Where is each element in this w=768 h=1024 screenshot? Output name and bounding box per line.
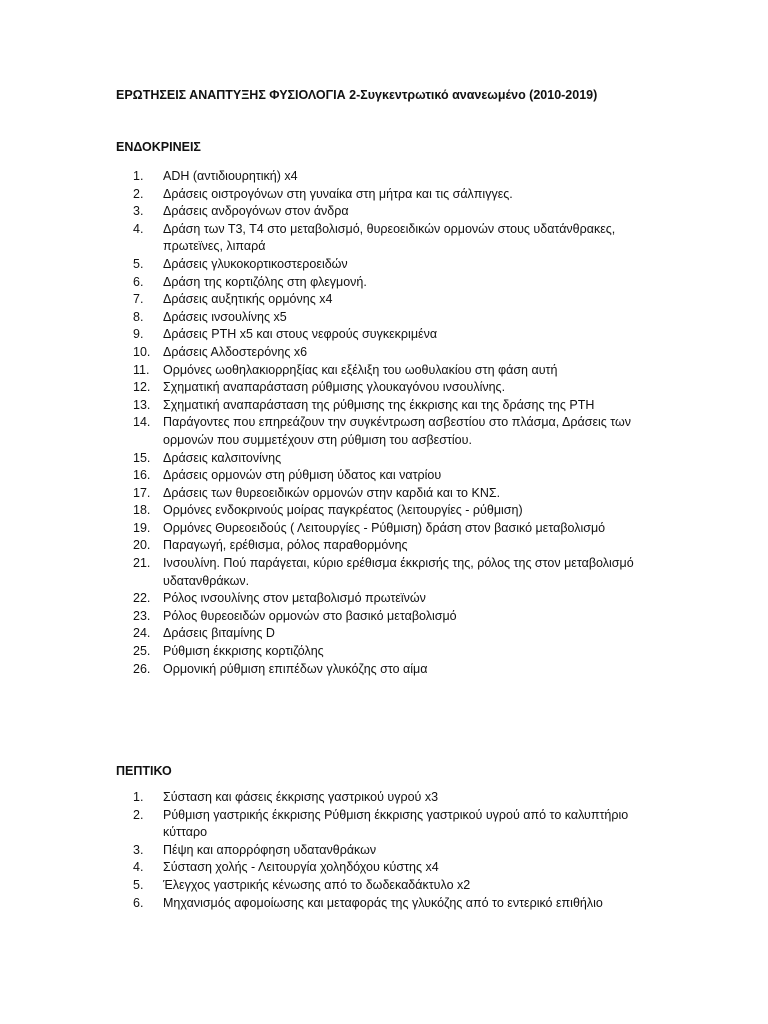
question-text: ADH (αντιδιουρητική) x4 xyxy=(163,169,298,183)
question-item xyxy=(116,168,656,186)
question-item xyxy=(116,859,656,877)
question-number: 20. xyxy=(133,538,151,553)
question-text: Ορμόνες ωοθηλακιορρηξίας και εξέλιξη του ωοθυλακίου στη φάση αυτή xyxy=(163,362,558,377)
question-text: Δράσεις Αλδοστερόνης x6 xyxy=(163,344,308,359)
question-text: Ινσουλίνη. Πού παράγεται, κύριο ερέθισμα έκκρισής της, ρόλος της στον μεταβολισμό υδατανθράκων. xyxy=(163,556,634,588)
question-number: 23. xyxy=(133,608,151,623)
question-text: Δράσεις ορμονών στη ρύθμιση ύδατος και νατρίου xyxy=(163,468,442,483)
question-item xyxy=(116,842,656,860)
question-text: Δράση των Τ3, Τ4 στο μεταβολισμό, θυρεοειδικών ορμονών στους υδατάνθρακες, πρωτεϊνες, λιπαρά xyxy=(163,221,616,254)
question-item xyxy=(116,203,656,221)
question-item xyxy=(116,344,656,362)
question-item xyxy=(116,397,656,415)
question-item xyxy=(116,789,656,807)
question-item xyxy=(116,450,656,468)
question-number: 6. xyxy=(133,895,144,910)
question-text: Δράσεις ινσουλίνης x5 xyxy=(163,309,287,324)
question-number: 1. xyxy=(133,790,144,804)
question-number: 5. xyxy=(133,877,144,892)
question-item xyxy=(116,520,656,538)
question-item xyxy=(116,186,656,204)
question-item xyxy=(116,555,656,590)
question-item xyxy=(116,608,656,626)
question-item xyxy=(116,256,656,274)
question-number: 25. xyxy=(133,644,151,659)
question-item xyxy=(116,379,656,397)
question-text: Δράσεις βιταμίνης D xyxy=(163,626,275,641)
question-text: Δράσεις των θυρεοειδικών ορμονών στην καρδιά και το ΚΝΣ. xyxy=(163,485,501,500)
question-text: Ρύθμιση γαστρικής έκκρισης Ρύθμιση έκκρισης γαστρικού υγρού από το καλυπτήριο κύτταρο xyxy=(163,807,629,840)
question-item xyxy=(116,537,656,555)
question-item xyxy=(116,625,656,643)
question-text: Δράσεις γλυκοκορτικοστεροειδών xyxy=(163,256,348,271)
question-number: 2. xyxy=(133,807,144,822)
question-text: Ρύθμιση έκκρισης κορτιζόλης xyxy=(163,644,324,659)
question-text: Μηχανισμός αφομοίωσης και μεταφοράς της γλυκόζης από το εντερικό επιθήλιο xyxy=(163,895,603,910)
question-item xyxy=(116,274,656,292)
question-item xyxy=(116,661,656,679)
question-number: 3. xyxy=(133,842,144,857)
question-number: 9. xyxy=(133,327,144,342)
question-number: 16. xyxy=(133,468,151,483)
question-text: Ρόλος ινσουλίνης στον μεταβολισμό πρωτεϊνών xyxy=(163,591,426,606)
question-number: 10. xyxy=(133,344,151,359)
question-item xyxy=(116,590,656,608)
question-number: 14. xyxy=(133,415,151,430)
question-text: Σχηματική αναπαράσταση της ρύθμισης της έκκρισης και της δράσης της PTH xyxy=(163,397,595,412)
question-number: 21. xyxy=(133,556,151,571)
question-number: 26. xyxy=(133,661,151,676)
question-text: Ρόλος θυρεοειδών ορμονών στο βασικό μεταβολισμό xyxy=(163,608,457,623)
question-number: 24. xyxy=(133,626,151,641)
question-item xyxy=(116,362,656,380)
section-heading-digestive: ΠΕΠΤΙΚΟ xyxy=(116,764,172,778)
question-number: 18. xyxy=(133,503,151,518)
question-text: Δράσεις οιστρογόνων στη γυναίκα στη μήτρα και τις σάλπιγγες. xyxy=(163,186,513,201)
question-item xyxy=(116,895,656,913)
question-item xyxy=(116,643,656,661)
question-number: 6. xyxy=(133,274,144,289)
question-item xyxy=(116,467,656,485)
question-number: 3. xyxy=(133,204,144,219)
question-number: 15. xyxy=(133,450,151,465)
question-item xyxy=(116,291,656,309)
question-item xyxy=(116,326,656,344)
question-number: 4. xyxy=(133,860,144,875)
question-number: 8. xyxy=(133,309,144,324)
question-number: 2. xyxy=(133,186,144,201)
question-item xyxy=(116,502,656,520)
question-number: 22. xyxy=(133,591,151,606)
question-item xyxy=(116,221,656,256)
question-number: 1. xyxy=(133,169,144,183)
question-text: Σύσταση χολής - Λειτουργία χοληδόχου κύστης x4 xyxy=(163,860,439,875)
question-text: Ορμόνες Θυρεοειδούς ( Λειτουργίες - Ρύθμιση) δράση στον βασικό μεταβολισμό xyxy=(163,520,606,535)
question-item xyxy=(116,807,656,842)
question-text: Ορμονική ρύθμιση επιπέδων γλυκόζης στο αίμα xyxy=(163,661,428,676)
question-text: Παραγωγή, ερέθισμα, ρόλος παραθορμόνης xyxy=(163,538,408,553)
question-number: 4. xyxy=(133,221,144,236)
question-number: 7. xyxy=(133,292,144,307)
question-number: 11. xyxy=(133,362,150,377)
question-text: Παράγοντες που επηρεάζουν την συγκέντρωση ασβεστίου στο πλάσμα, Δράσεις των ορμονών που συμμετέχουν στη ρύθμιση του ασβεστίου. xyxy=(163,415,632,447)
question-number: 19. xyxy=(133,520,151,535)
question-item xyxy=(116,309,656,327)
question-list-digestive xyxy=(116,789,656,912)
question-text: Έλεγχος γαστρικής κένωσης από το δωδεκαδάκτυλο x2 xyxy=(163,877,471,892)
question-text: Δράση της κορτιζόλης στη φλεγμονή. xyxy=(163,274,367,289)
question-text: Δράσεις PTH x5 και στους νεφρούς συγκεκριμένα xyxy=(163,327,438,342)
document-title: ΕΡΩΤΗΣΕΙΣ ΑΝΑΠΤΥΞΗΣ ΦΥΣΙΟΛΟΓΙΑ 2-Συγκεντρωτικό ανανεωμένο (2010-2019) xyxy=(116,88,598,102)
question-list-endocrine xyxy=(116,168,656,678)
question-text: Πέψη και απορρόφηση υδατανθράκων xyxy=(163,842,377,857)
question-item xyxy=(116,485,656,503)
question-text: Δράσεις ανδρογόνων στον άνδρα xyxy=(163,204,349,219)
question-text: Σχηματική αναπαράσταση ρύθμισης γλουκαγόνου ινσουλίνης. xyxy=(163,380,506,395)
section-heading-endocrine: ΕΝΔΟΚΡΙΝΕΙΣ xyxy=(116,140,201,154)
question-item xyxy=(116,877,656,895)
question-number: 12. xyxy=(133,380,151,395)
question-number: 13. xyxy=(133,397,151,412)
question-number: 17. xyxy=(133,485,151,500)
question-text: Δράσεις καλσιτονίνης xyxy=(163,450,282,465)
question-text: Δράσεις αυξητικής ορμόνης x4 xyxy=(163,292,333,307)
question-item xyxy=(116,414,656,449)
question-text: Ορμόνες ενδοκρινούς μοίρας παγκρέατος (λειτουργίες - ρύθμιση) xyxy=(163,503,523,518)
question-number: 5. xyxy=(133,256,144,271)
question-text: Σύσταση και φάσεις έκκρισης γαστρικού υγρού x3 xyxy=(163,790,439,804)
